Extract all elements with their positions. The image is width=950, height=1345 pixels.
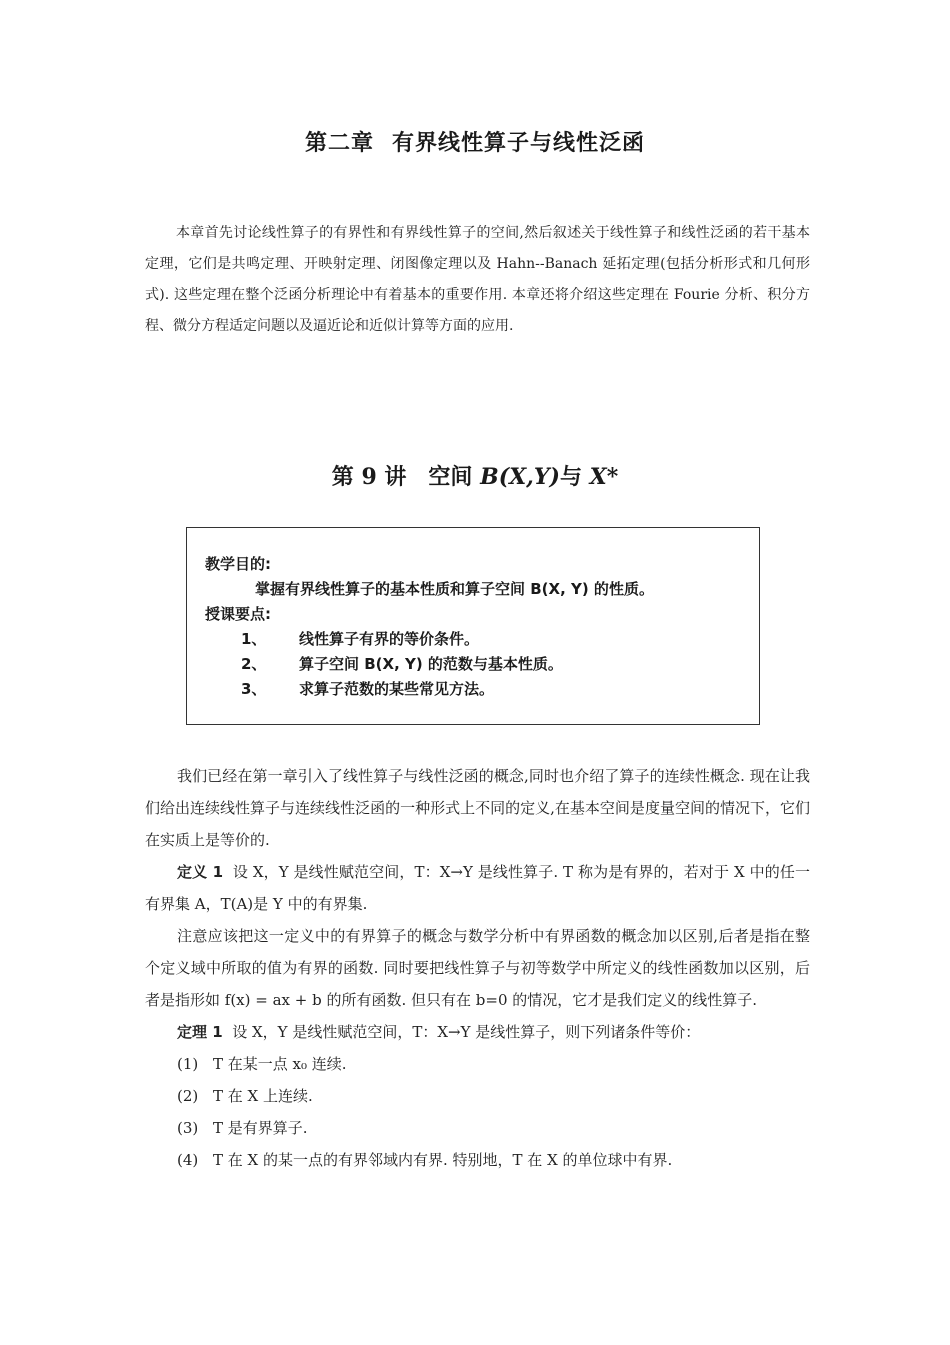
condition-text: T 在某一点 x₀ 连续.: [213, 1055, 347, 1073]
condition-text: T 是有界算子.: [213, 1119, 308, 1137]
point-number: 2、: [241, 655, 267, 673]
chapter-label: 第二章: [304, 131, 374, 156]
point-number: 1、: [241, 630, 267, 648]
point-text: 线性算子有界的等价条件。: [299, 630, 480, 648]
definition-label: 定义 1: [177, 863, 224, 881]
lecture-label: 第 9 讲: [331, 464, 407, 490]
lecture-body: [145, 760, 810, 1176]
points-heading: 授课要点:: [205, 605, 271, 623]
point-text: 算子空间 B(X, Y) 的范数与基本性质。: [299, 655, 563, 673]
point-item: [205, 677, 743, 702]
condition-text: T 在 X 的某一点的有界邻域内有界. 特别地，T 在 X 的单位球中有界.: [213, 1151, 673, 1169]
condition-number: (3): [177, 1119, 199, 1137]
lecture-title-math: B(X,Y): [480, 464, 560, 490]
teaching-goals-box: [186, 527, 760, 725]
goal-heading: 教学目的:: [205, 555, 271, 573]
lecture-title-prefix: 空间: [428, 464, 481, 490]
condition-number: (4): [177, 1151, 199, 1169]
lecture-title-mid: 与: [559, 464, 590, 490]
body-paragraph-1: 我们已经在第一章引入了线性算子与线性泛函的概念,同时也介绍了算子的连续性概念. 现在让我们给出连续线性算子与连续线性泛函的一种形式上不同的定义,在基本空间是度量空间的情况下，它们在实质上是等价的.: [145, 767, 810, 849]
condition-number: (1): [177, 1055, 199, 1073]
condition-item: [145, 1144, 810, 1176]
theorem-text: 设 X，Y 是线性赋范空间，T：X→Y 是线性算子，则下列诸条件等价：: [232, 1023, 701, 1041]
condition-item: [145, 1112, 810, 1144]
point-text: 求算子范数的某些常见方法。: [299, 680, 495, 698]
chapter-name: 有界线性算子与线性泛函: [392, 131, 646, 156]
theorem-label: 定理 1: [177, 1023, 223, 1041]
condition-item: [145, 1048, 810, 1080]
chapter-introduction: [145, 218, 810, 342]
chapter-title: [0, 126, 950, 157]
intro-paragraph: 本章首先讨论线性算子的有界性和有界线性算子的空间,然后叙述关于线性算子和线性泛函的若干基本定理，它们是共鸣定理、开映射定理、闭图像定理以及 Hahn--Banach 延拓定理(包括分析形式和几何形式). 这些定理在整个泛函分析理论中有着基本的重要作用. 本章还将介绍这些定理在 Fourie 分析、积分方程、微分方程适定问题以及逼近论和近似计算等方面的应用.: [145, 225, 810, 334]
point-number: 3、: [241, 680, 267, 698]
condition-number: (2): [177, 1087, 199, 1105]
definition-text: 设 X，Y 是线性赋范空间，T：X→Y 是线性算子. T 称为是有界的，若对于 X 中的任一有界集 A，T(A)是 Y 中的有界集.: [145, 863, 810, 913]
condition-item: [145, 1080, 810, 1112]
lecture-title: [0, 460, 950, 491]
point-item: [205, 627, 743, 652]
theorem-1: [145, 1016, 810, 1048]
lecture-title-math2: X*: [589, 464, 619, 490]
point-item: [205, 652, 743, 677]
goal-text: 掌握有界线性算子的基本性质和算子空间 B(X, Y) 的性质。: [255, 580, 654, 598]
body-paragraph-2: 注意应该把这一定义中的有界算子的概念与数学分析中有界函数的概念加以区别,后者是指在整个定义域中所取的值为有界的函数. 同时要把线性算子与初等数学中所定义的线性函数加以区别，后者是指形如 f(x) = ax + b 的所有函数. 但只有在 b=0 的情况，它才是我们定义的线性算子.: [145, 927, 810, 1009]
definition-1: [145, 856, 810, 920]
condition-text: T 在 X 上连续.: [213, 1087, 313, 1105]
